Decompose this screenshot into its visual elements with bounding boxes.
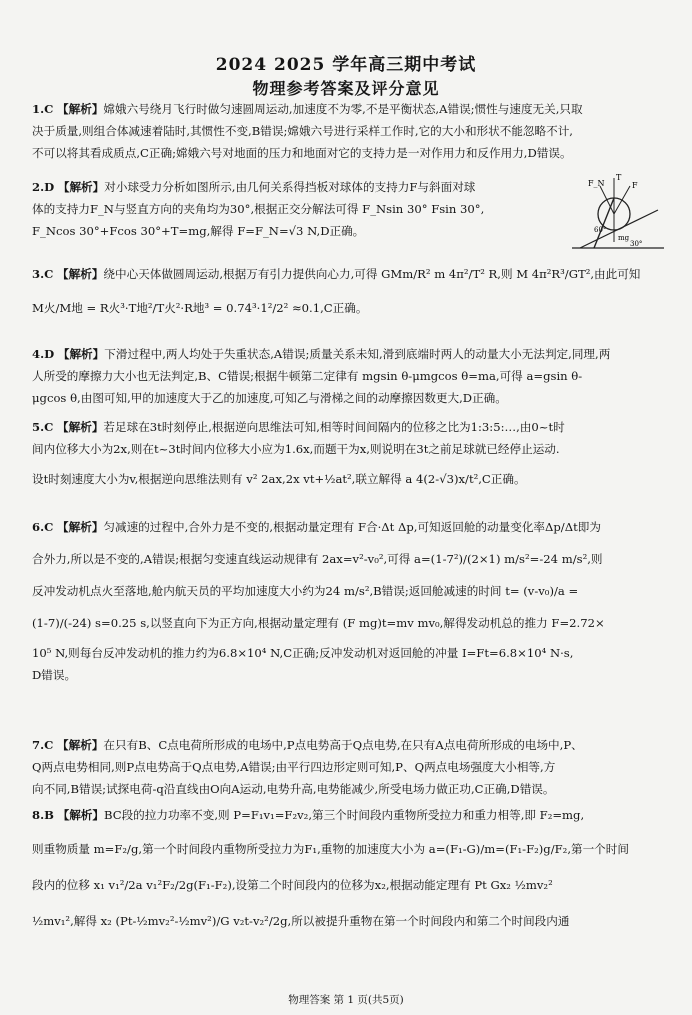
analysis-text: 向不同,B错误;试探电荷-q沿直线由O向A运动,电势升高,电势能减少,所受电场力做正功,C正确,D错误。	[32, 782, 555, 796]
label-f: F	[632, 181, 638, 190]
analysis-text: (1-7)/(-24) s=0.25 s,以竖直向下为正方向,根据动量定理有 (F mg)t=mv mv₀,解得发动机总的推力 F=2.72×	[32, 616, 605, 630]
analysis-text: 体的支持力F_N与竖直方向的夹角均为30°,根据正交分解法可得 F_Nsin 30° Fsin 30°,	[32, 202, 485, 216]
answer-item-4	[32, 343, 662, 409]
analysis-text: 决于质量,则组合体减速着陆时,其惯性不变,B错误;嫦娥六号进行采样工作时,它的大小和形状不能忽略不计,	[32, 124, 573, 138]
analysis-tag: 【解析】	[57, 808, 104, 822]
question-number: 3.C	[32, 267, 54, 281]
label-angle-30: 30°	[630, 240, 643, 248]
analysis-text: 段内的位移 x₁ v₁²/2a v₁²F₂/2g(F₁-F₂),设第二个时间段内的位移为x₂,根据动能定理有 Pt Gx₂ ½mv₂²	[32, 878, 553, 892]
analysis-tag: 【解析】	[57, 520, 104, 534]
analysis-text: 嫦娥六号绕月飞行时做匀速圆周运动,加速度不为零,不是平衡状态,A错误;惯性与速度无关,只取	[103, 102, 583, 116]
analysis-text: 不可以将其看成质点,C正确;嫦娥六号对地面的压力和地面对它的支持力是一对作用力和反作用力,D错误。	[32, 146, 572, 160]
analysis-text: M火/M地 = R火³·T地²/T火²·R地³ = 0.74³·1²/2² ≈0.1,C正确。	[32, 301, 368, 315]
analysis-text: 在只有B、C点电荷所形成的电场中,P点电势高于Q点电势,在只有A点电荷所形成的电场中,P、	[103, 738, 583, 752]
analysis-tag: 【解析】	[57, 102, 104, 116]
analysis-text: 匀减速的过程中,合外力是不变的,根据动量定理有 F合·Δt Δp,可知返回舱的动量变化率Δp/Δt即为	[103, 520, 601, 534]
analysis-tag: 【解析】	[57, 180, 105, 194]
answer-item-1	[32, 98, 662, 164]
analysis-text: 若足球在3t时刻停止,根据逆向思维法可知,相等时间间隔内的位移之比为1:3:5:…,由0~t时	[103, 420, 565, 434]
analysis-text: 则重物质量 m=F₂/g,第一个时间段内重物所受拉力为F₁,重物的加速度大小为 a=(F₁-G)/m=(F₁-F₂)g/F₂,第一个时间	[32, 842, 629, 856]
label-angle-60: 60°	[594, 226, 607, 234]
analysis-tag: 【解析】	[57, 347, 105, 361]
analysis-text: BC段的拉力功率不变,则 P=F₁v₁=F₂v₂,第三个时间段内重物所受拉力和重力相等,即 F₂=mg,	[103, 808, 585, 822]
analysis-text: ½mv₁²,解得 x₂ (Pt-½mv₂²-½mv²)/G v₂t-v₂²/2g,所以被提升重物在第一个时间段内和第二个时间段内通	[32, 914, 570, 928]
analysis-text: 人所受的摩擦力大小也无法判定,B、C错误;根据牛顿第二定律有 mgsin θ-μmgcos θ=ma,可得 a=gsin θ-	[32, 369, 583, 383]
analysis-text: 绕中心天体做圆周运动,根据万有引力提供向心力,可得 GMm/R² m 4π²/T² R,则 M 4π²R³/GT²,由此可知	[103, 267, 641, 281]
question-number: 8.B	[32, 808, 54, 822]
answer-item-5	[32, 416, 662, 490]
force-diagram	[570, 170, 666, 254]
page-footer: 物理答案 第 1 页(共5页)	[288, 994, 404, 1006]
question-number: 7.C	[32, 738, 54, 752]
analysis-text: 对小球受力分析如图所示,由几何关系得挡板对球体的支持力F与斜面对球	[104, 180, 476, 194]
label-mg: mg	[618, 234, 630, 242]
analysis-text: 10⁵ N,则每台反冲发动机的推力约为6.8×10⁴ N,C正确;反冲发动机对返回舱的冲量 I=Ft=6.8×10⁴ N·s,	[32, 646, 574, 660]
analysis-text: 间内位移大小为2x,则在t~3t时间内位移大小应为1.6x,而题干为x,则说明在3t之前足球就已经停止运动.	[32, 442, 560, 456]
analysis-text: Q两点电势相同,则P点电势高于Q点电势,A错误;由平行四边形定则可知,P、Q两点电场强度大小相等,方	[32, 760, 556, 774]
answer-item-3	[32, 263, 662, 319]
label-t: T	[616, 173, 622, 182]
analysis-text: 合外力,所以是不变的,A错误;根据匀变速直线运动规律有 2ax=v²-v₀²,可得 a=(1-7²)/(2×1) m/s²=-24 m/s²,则	[32, 552, 603, 566]
question-number: 1.C	[32, 102, 54, 116]
analysis-text: μgcos θ,由图可知,甲的加速度大于乙的加速度,可知乙与滑梯之间的动摩擦因数更大,D正确。	[32, 391, 507, 405]
answer-item-8	[32, 804, 662, 932]
analysis-text: 反冲发动机点火至落地,舱内航天员的平均加速度大小约为24 m/s²,B错误;返回舱减速的时间 t= (v-v₀)/a =	[32, 584, 579, 598]
analysis-tag: 【解析】	[57, 420, 104, 434]
analysis-text: F_Ncos 30°+Fcos 30°+T=mg,解得 F=F_N=√3 N,D正确。	[32, 224, 365, 238]
question-number: 5.C	[32, 420, 54, 434]
exam-title: 2024 2025 学年高三期中考试	[215, 55, 477, 75]
answer-item-2	[32, 176, 562, 242]
label-fn: F_N	[588, 179, 605, 188]
answer-item-6	[32, 516, 662, 686]
analysis-text: D错误。	[32, 668, 77, 682]
analysis-tag: 【解析】	[57, 267, 104, 281]
question-number: 2.D	[32, 180, 55, 194]
answer-key-subtitle: 物理参考答案及评分意见	[252, 79, 440, 98]
question-number: 6.C	[32, 520, 54, 534]
analysis-tag: 【解析】	[57, 738, 104, 752]
analysis-text: 下滑过程中,两人均处于失重状态,A错误;质量关系未知,滑到底端时两人的动量大小无法判定,同理,两	[104, 347, 611, 361]
question-number: 4.D	[32, 347, 55, 361]
analysis-text: 设t时刻速度大小为v,根据逆向思维法则有 v² 2ax,2x vt+½at²,联立解得 a 4(2-√3)x/t²,C正确。	[32, 472, 526, 486]
answer-item-7	[32, 734, 662, 800]
